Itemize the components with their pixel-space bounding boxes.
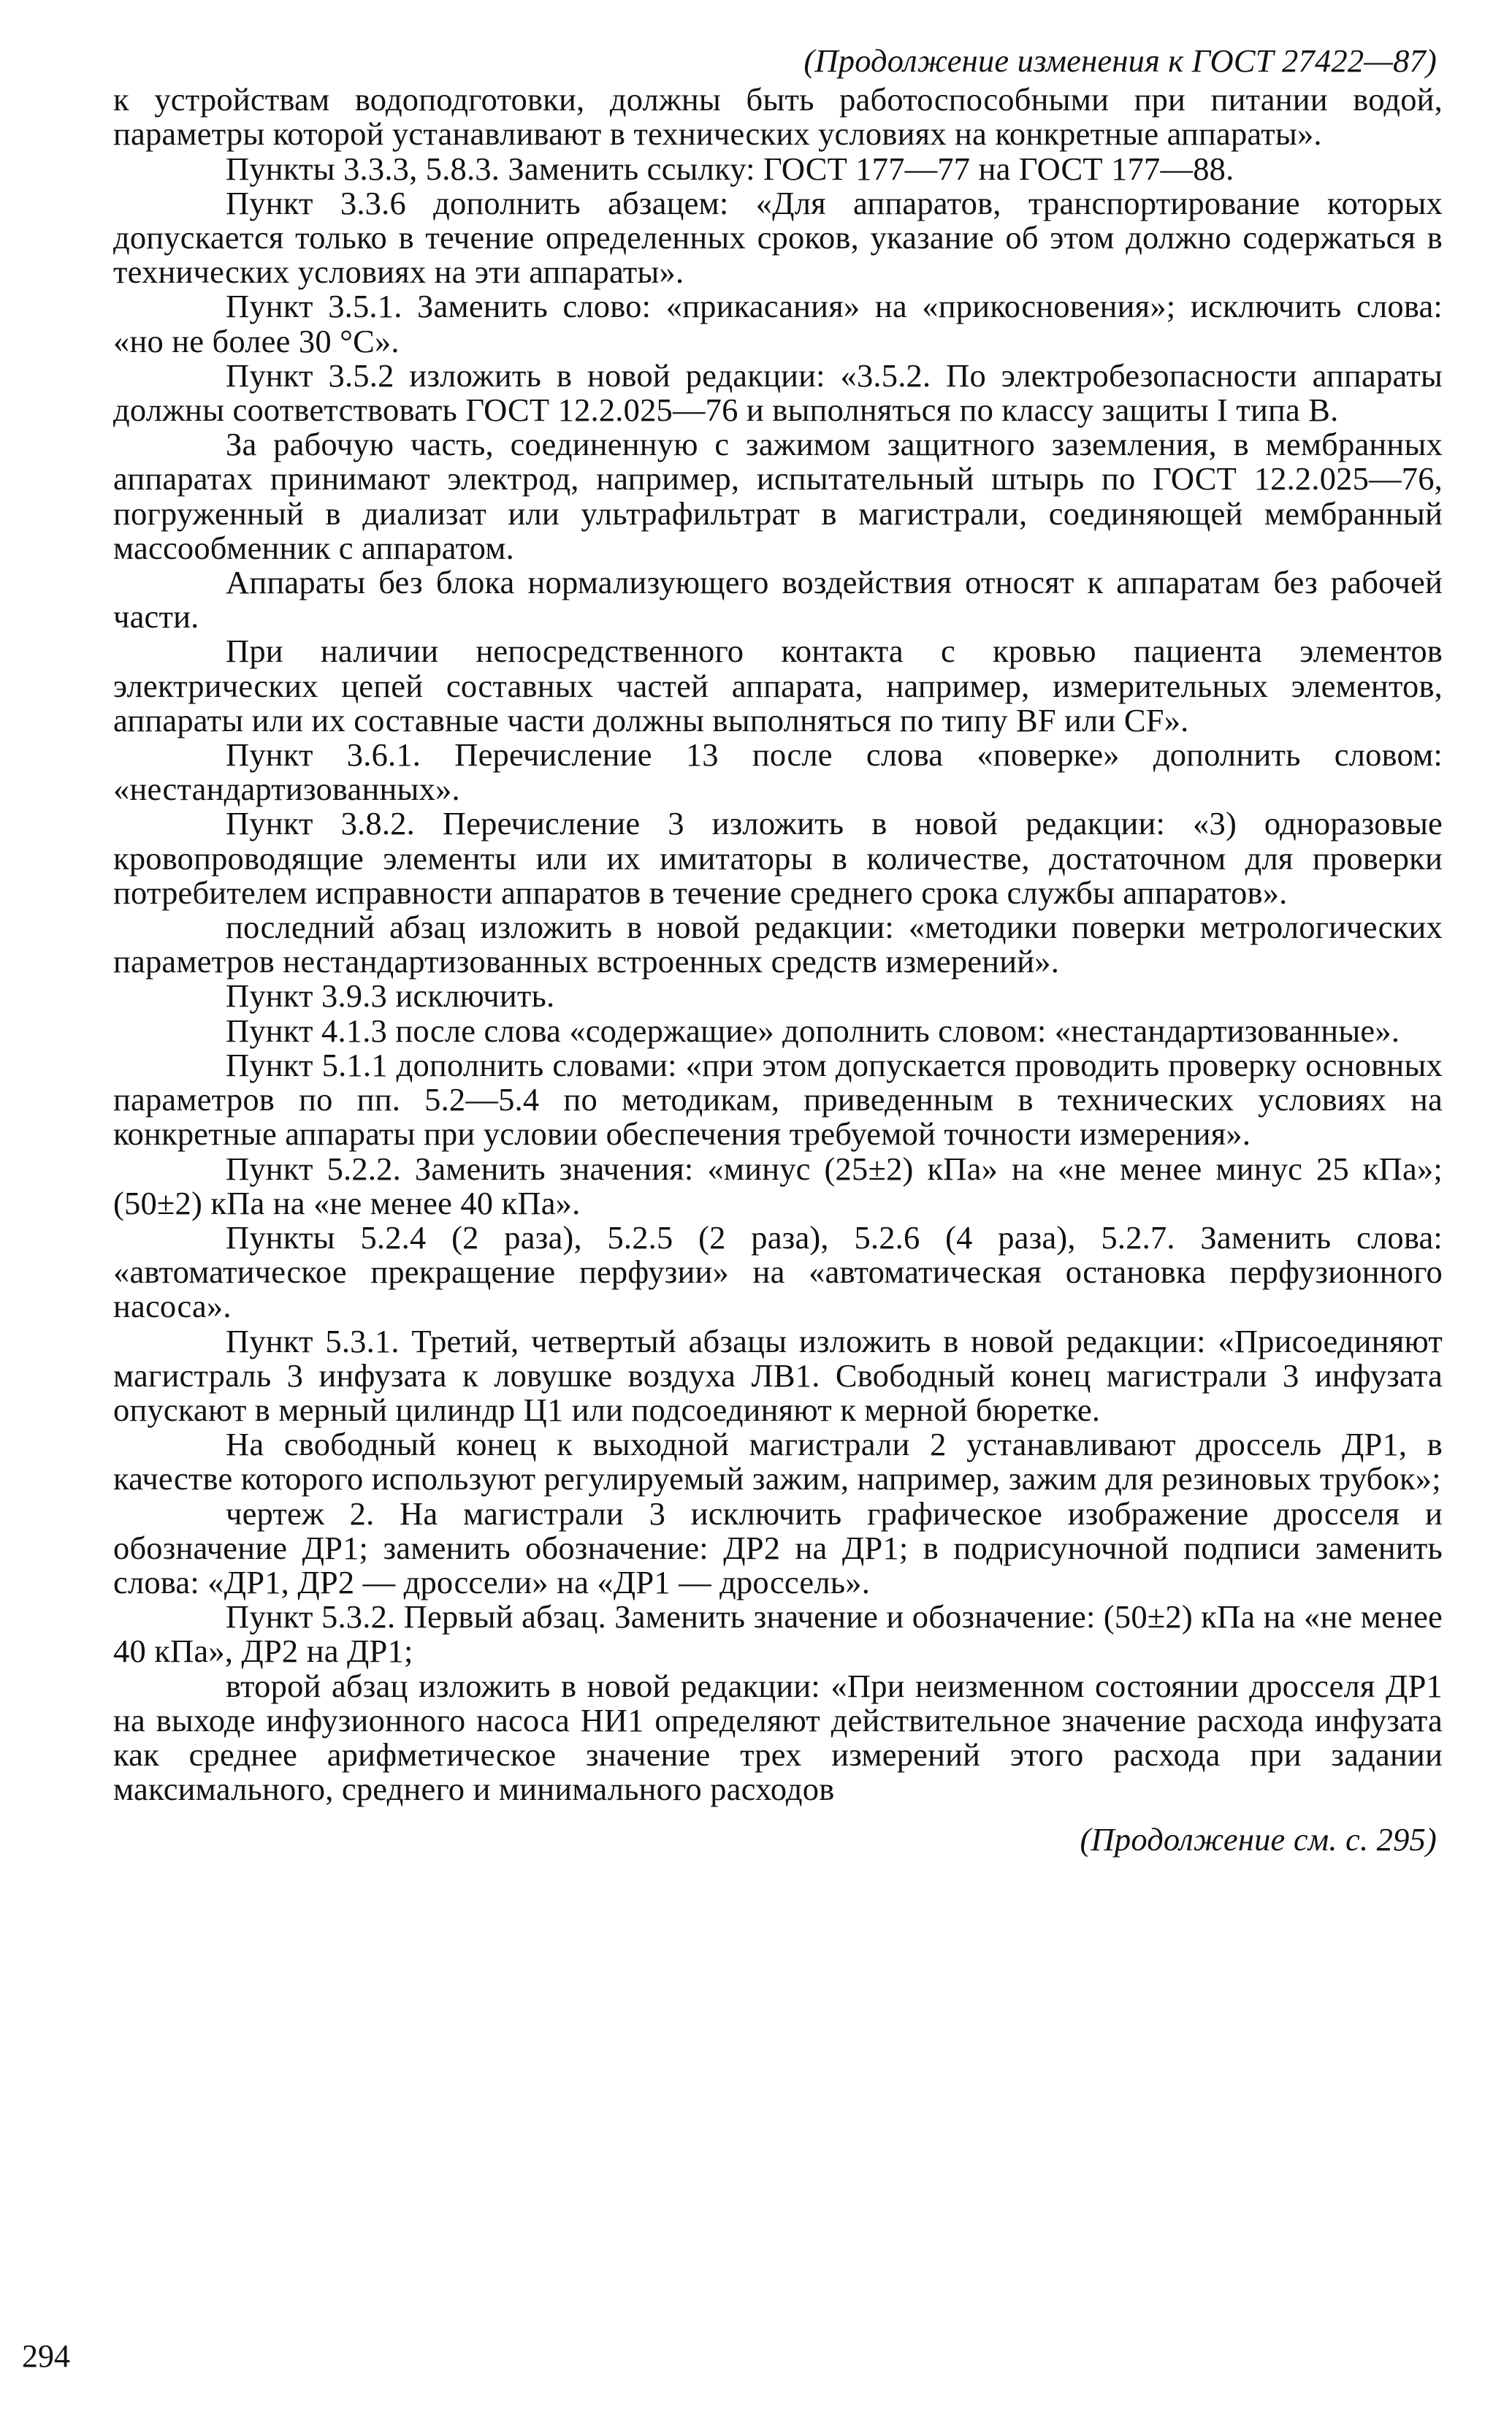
- paragraph: За рабочую часть, соединенную с зажимом защитного заземления, в мембранных аппаратах принимают электрод, например, испытательный штырь по ГОСТ 12.2.025—76, погруженный в диализат или ультрафильтрат в магистрали, соединяющей мембранный массообменник с аппаратом.: [113, 426, 1443, 566]
- paragraph: Пункт 5.3.2. Первый абзац. Заменить значение и обозначение: (50±2) кПа на «не менее 40 кПа», ДР2 на ДР1;: [113, 1598, 1443, 1670]
- paragraph: Пункт 5.3.1. Третий, четвертый абзацы изложить в новой редакции: «Присоединяют магистраль 3 инфузата к ловушке воздуха ЛВ1. Свободный конец магистрали 3 инфузата опускают в мерный цилиндр Ц1 или подсоединяют к мерной бюретке.: [113, 1322, 1443, 1428]
- paragraph: Пункт 3.6.1. Перечисление 13 после слова «поверке» дополнить словом: «нестандартизованных».: [113, 736, 1443, 808]
- paragraph: Пункт 3.8.2. Перечисление 3 изложить в новой редакции: «3) одноразовые кровопроводящие элементы или их имитаторы в количестве, достаточном для проверки потребителем исправности аппаратов в течение среднего срока службы аппаратов».: [113, 805, 1443, 911]
- running-header: (Продолжение изменения к ГОСТ 27422—87): [803, 42, 1437, 79]
- paragraph: последний абзац изложить в новой редакции: «методики поверки метрологических параметров нестандартизованных встроенных средств измерений».: [113, 909, 1443, 980]
- paragraph: Пункт 5.2.2. Заменить значения: «минус (25±2) кПа» на «не менее минус 25 кПа»; (50±2) кПа на «не менее 40 кПа».: [113, 1150, 1443, 1221]
- paragraph: Пункт 3.5.1. Заменить слово: «прикасания» на «прикосновения»; исключить слова: «но не более 30 °С».: [113, 288, 1443, 359]
- paragraph: Аппараты без блока нормализующего воздействия относят к аппаратам без рабочей части.: [113, 564, 1443, 636]
- paragraph: второй абзац изложить в новой редакции: «При неизменном состоянии дросселя ДР1 на выходе инфузионного насоса НИ1 определяют действительное значение расхода инфузата как среднее арифметическое значение трех измерений этого расхода при задании максимального, среднего и минимального расходов: [113, 1667, 1443, 1808]
- paragraph: Пункты 3.3.3, 5.8.3. Заменить ссылку: ГОСТ 177—77 на ГОСТ 177—88.: [226, 150, 1234, 187]
- paragraph: На свободный конец к выходной магистрали 2 устанавливают дроссель ДР1, в качестве которого используют регулируемый зажим, например, зажим для резиновых трубок»;: [113, 1426, 1443, 1497]
- paragraph: к устройствам водоподготовки, должны быть работоспособными при питании водой, параметры которой устанавливают в технических условиях на конкретные аппараты».: [113, 81, 1443, 153]
- document-page: [113, 44, 1443, 1858]
- paragraph: Пункт 3.3.6 дополнить абзацем: «Для аппаратов, транспортирование которых допускается только в течение определенных сроков, указание об этом должно содержаться в технических условиях на эти аппараты».: [113, 184, 1443, 291]
- paragraph: Пункты 5.2.4 (2 раза), 5.2.5 (2 раза), 5.2.6 (4 раза), 5.2.7. Заменить слова: «автоматическое прекращение перфузии» на «автоматическая остановка перфузионного насоса».: [113, 1218, 1443, 1325]
- paragraph: Пункт 5.1.1 дополнить словами: «при этом допускается проводить проверку основных параметров по пп. 5.2—5.4 по методикам, приведенным в технических условиях на конкретные аппараты при условии обеспечения требуемой точности измерения».: [113, 1046, 1443, 1153]
- paragraph: чертеж 2. На магистрали 3 исключить графическое изображение дросселя и обозначение ДР1; заменить обозначение: ДР2 на ДР1; в подрисуночной подписи заменить слова: «ДР1, ДР2 — дроссели» на «ДР1 — дроссель».: [113, 1495, 1443, 1600]
- continuation-note: (Продолжение см. с. 295): [1080, 1821, 1437, 1858]
- page-number: 294: [22, 2338, 70, 2374]
- paragraph: Пункт 3.9.3 исключить.: [226, 977, 555, 1015]
- paragraph: При наличии непосредственного контакта с кровью пациента элементов электрических цепей составных частей аппарата, например, измерительных элементов, аппараты или их составные части должны выполняться по типу BF или CF».: [113, 633, 1443, 739]
- paragraph: Пункт 4.1.3 после слова «содержащие» дополнить словом: «нестандартизованные».: [226, 1012, 1400, 1049]
- body-text: [113, 83, 1443, 1806]
- paragraph: Пункт 3.5.2 изложить в новой редакции: «3.5.2. По электробезопасности аппараты должны соответствовать ГОСТ 12.2.025—76 и выполняться по классу защиты I типа В.: [113, 356, 1443, 429]
